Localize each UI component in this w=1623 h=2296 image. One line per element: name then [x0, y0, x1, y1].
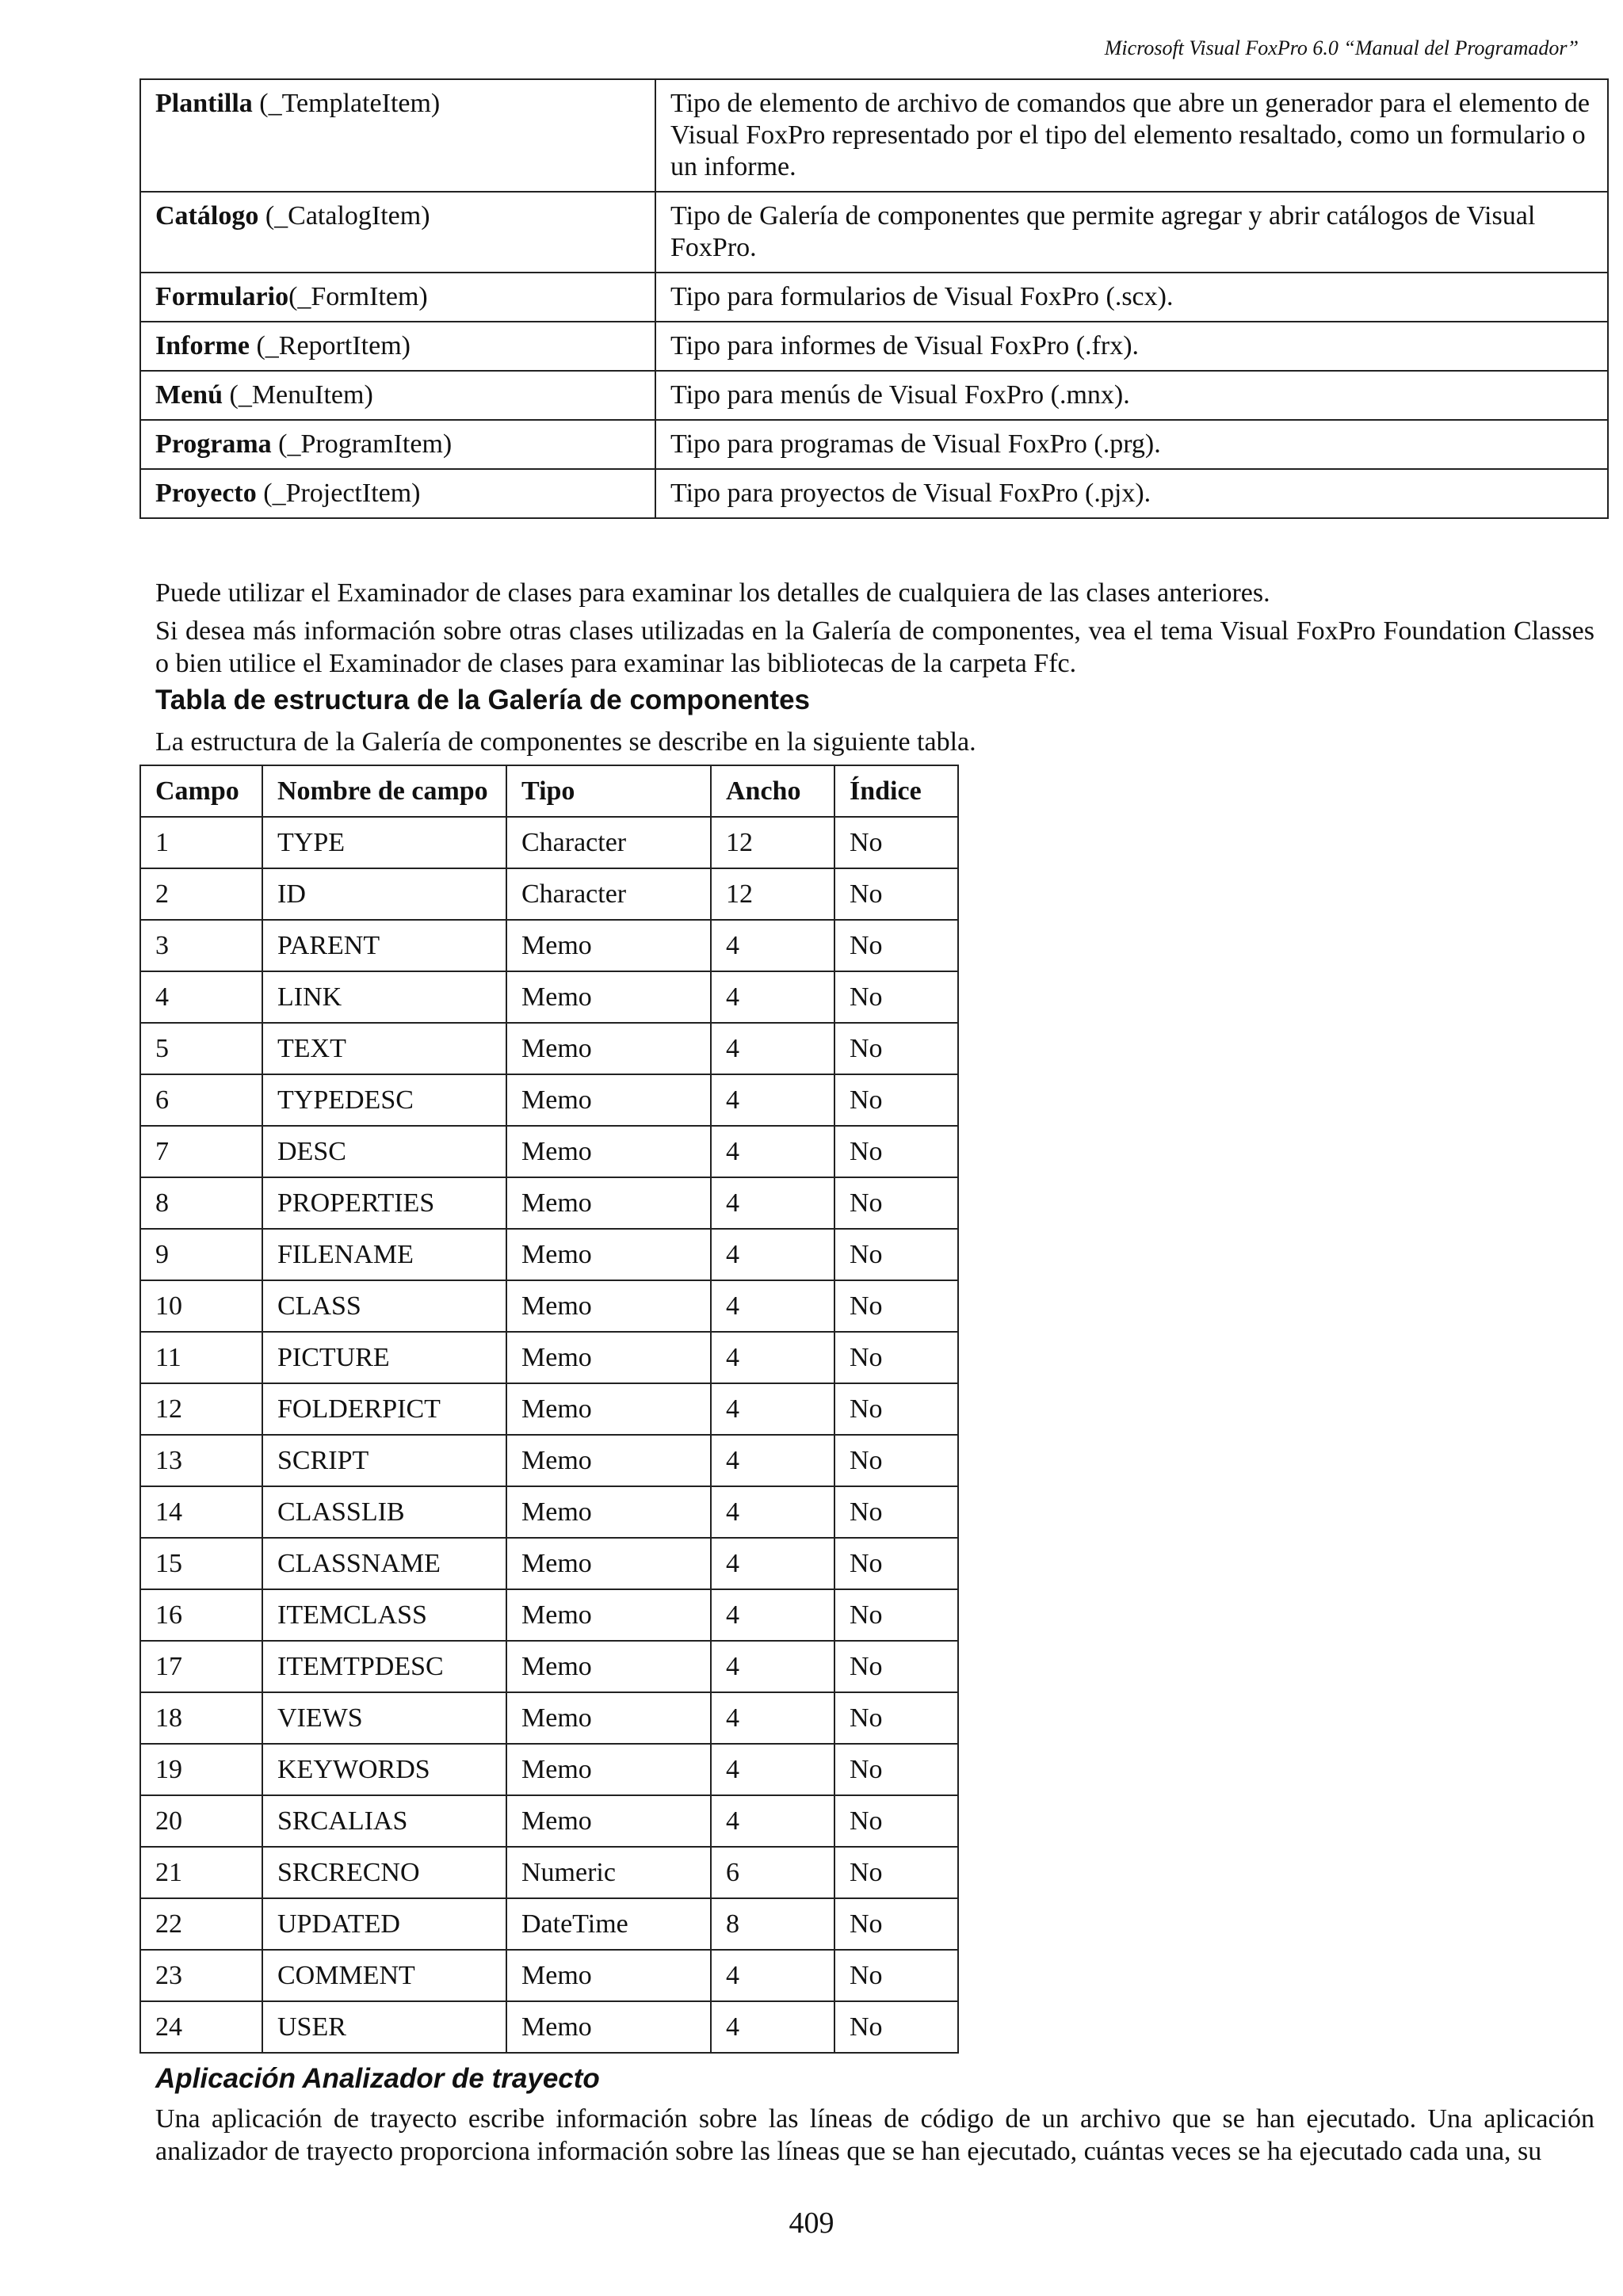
type-cell: Memo	[506, 920, 711, 971]
field-number-cell: 15	[140, 1538, 262, 1589]
field-name-cell: KEYWORDS	[262, 1744, 506, 1795]
item-types-body	[140, 79, 1608, 518]
table-row	[140, 1795, 958, 1847]
index-cell: No	[834, 1126, 958, 1177]
field-name-header: Nombre de campo	[262, 765, 506, 817]
type-cell: Memo	[506, 1641, 711, 1692]
field-number-cell: 9	[140, 1229, 262, 1280]
table-row	[140, 817, 958, 868]
item-type-name: Proyecto	[155, 479, 257, 508]
index-cell: No	[834, 1435, 958, 1486]
index-cell: No	[834, 1332, 958, 1383]
width-cell: 4	[711, 1744, 834, 1795]
field-name-cell: TEXT	[262, 1023, 506, 1074]
type-cell: Memo	[506, 1074, 711, 1126]
paragraph-structure-intro: La estructura de la Galería de componentes se describe en la siguiente tabla.	[155, 727, 976, 757]
item-type-name-cell	[140, 469, 655, 518]
index-cell: No	[834, 1280, 958, 1332]
field-name-cell: DESC	[262, 1126, 506, 1177]
width-cell: 4	[711, 1641, 834, 1692]
type-cell: Character	[506, 868, 711, 920]
structure-table	[139, 765, 959, 2054]
table-row	[140, 1074, 958, 1126]
field-name-cell: PROPERTIES	[262, 1177, 506, 1229]
item-type-description: Tipo de Galería de componentes que permite agregar y abrir catálogos de Visual FoxPro.	[655, 192, 1608, 273]
item-type-name-cell	[140, 420, 655, 469]
field-name-cell: FOLDERPICT	[262, 1383, 506, 1435]
index-cell: No	[834, 971, 958, 1023]
type-cell: Memo	[506, 1332, 711, 1383]
field-number-cell: 23	[140, 1950, 262, 2001]
width-cell: 4	[711, 1229, 834, 1280]
field-number-cell: 2	[140, 868, 262, 920]
item-type-code: (_TemplateItem)	[252, 89, 441, 118]
width-cell: 4	[711, 1074, 834, 1126]
width-cell: 6	[711, 1847, 834, 1898]
item-type-description: Tipo para menús de Visual FoxPro (.mnx).	[655, 371, 1608, 420]
section-heading-structure: Tabla de estructura de la Galería de componentes	[155, 685, 811, 715]
table-row	[140, 1589, 958, 1641]
field-number-cell: 6	[140, 1074, 262, 1126]
field-number-cell: 14	[140, 1486, 262, 1538]
item-type-code: (_FormItem)	[288, 282, 428, 311]
field-name-cell: ITEMCLASS	[262, 1589, 506, 1641]
item-type-description: Tipo para programas de Visual FoxPro (.prg).	[655, 420, 1608, 469]
field-number-cell: 13	[140, 1435, 262, 1486]
type-cell: Memo	[506, 1177, 711, 1229]
field-number-cell: 17	[140, 1641, 262, 1692]
field-number-cell: 8	[140, 1177, 262, 1229]
item-type-name: Plantilla	[155, 89, 253, 118]
field-number-cell: 22	[140, 1898, 262, 1950]
field-number-cell: 5	[140, 1023, 262, 1074]
table-row	[140, 1435, 958, 1486]
index-cell: No	[834, 1229, 958, 1280]
width-cell: 4	[711, 920, 834, 971]
table-row	[140, 1177, 958, 1229]
field-name-cell: ITEMTPDESC	[262, 1641, 506, 1692]
table-row	[140, 1023, 958, 1074]
index-header: Índice	[834, 765, 958, 817]
type-cell: Memo	[506, 2001, 711, 2053]
field-name-cell: LINK	[262, 971, 506, 1023]
index-cell: No	[834, 1692, 958, 1744]
item-type-code: (_ProgramItem)	[271, 429, 453, 459]
paragraph-more-info: Si desea más información sobre otras clases utilizadas en la Galería de componentes, vea el tema Visual FoxPro Foundation Classes o bien utilice el Examinador de clases para examinar las bibliotecas de la carpeta Ffc.	[155, 616, 1594, 678]
type-cell: Numeric	[506, 1847, 711, 1898]
type-cell: Memo	[506, 1744, 711, 1795]
item-type-name-cell	[140, 371, 655, 420]
table-row	[140, 1486, 958, 1538]
item-type-code: (_ProjectItem)	[256, 479, 421, 508]
width-cell: 8	[711, 1898, 834, 1950]
type-cell: Memo	[506, 1126, 711, 1177]
item-types-table	[139, 78, 1609, 519]
index-cell: No	[834, 1641, 958, 1692]
table-row	[140, 1280, 958, 1332]
field-name-cell: TYPE	[262, 817, 506, 868]
field-number-cell: 10	[140, 1280, 262, 1332]
item-type-row	[140, 79, 1608, 192]
field-number-cell: 20	[140, 1795, 262, 1847]
field-name-cell: COMMENT	[262, 1950, 506, 2001]
field-name-cell: USER	[262, 2001, 506, 2053]
item-type-description: Tipo para formularios de Visual FoxPro (.scx).	[655, 273, 1608, 322]
type-cell: Memo	[506, 1435, 711, 1486]
type-cell: Memo	[506, 1589, 711, 1641]
field-number-cell: 19	[140, 1744, 262, 1795]
field-name-cell: SCRIPT	[262, 1435, 506, 1486]
page-number: 409	[789, 2206, 834, 2240]
index-cell: No	[834, 1950, 958, 2001]
type-cell: Memo	[506, 1383, 711, 1435]
type-cell: Memo	[506, 1692, 711, 1744]
section-heading-coverage: Aplicación Analizador de trayecto	[155, 2063, 600, 2094]
table-row	[140, 1641, 958, 1692]
table-row	[140, 971, 958, 1023]
index-cell: No	[834, 1847, 958, 1898]
field-number-cell: 12	[140, 1383, 262, 1435]
type-cell: Memo	[506, 971, 711, 1023]
item-type-name-cell	[140, 192, 655, 273]
width-cell: 4	[711, 1177, 834, 1229]
width-cell: 12	[711, 817, 834, 868]
table-row	[140, 1538, 958, 1589]
table-row	[140, 1692, 958, 1744]
table-row	[140, 1126, 958, 1177]
type-cell: Memo	[506, 1229, 711, 1280]
type-cell: Memo	[506, 1950, 711, 2001]
type-cell: Character	[506, 817, 711, 868]
type-cell: Memo	[506, 1538, 711, 1589]
field-name-cell: CLASSLIB	[262, 1486, 506, 1538]
table-row	[140, 1383, 958, 1435]
field-number-cell: 1	[140, 817, 262, 868]
index-cell: No	[834, 1744, 958, 1795]
field-name-cell: CLASSNAME	[262, 1538, 506, 1589]
table-row	[140, 1847, 958, 1898]
width-cell: 4	[711, 1023, 834, 1074]
item-type-row	[140, 192, 1608, 273]
table-row	[140, 868, 958, 920]
index-cell: No	[834, 1795, 958, 1847]
table-row	[140, 1229, 958, 1280]
item-type-code: (_CatalogItem)	[258, 201, 430, 231]
index-cell: No	[834, 1383, 958, 1435]
field-name-cell: PICTURE	[262, 1332, 506, 1383]
field-number-cell: 11	[140, 1332, 262, 1383]
width-cell: 4	[711, 2001, 834, 2053]
table-row	[140, 1950, 958, 2001]
item-type-name-cell	[140, 273, 655, 322]
table-row	[140, 1898, 958, 1950]
field-name-cell: ID	[262, 868, 506, 920]
field-number-cell: 24	[140, 2001, 262, 2053]
index-cell: No	[834, 920, 958, 971]
table-row	[140, 920, 958, 971]
width-header: Ancho	[711, 765, 834, 817]
index-cell: No	[834, 1177, 958, 1229]
field-number-cell: 16	[140, 1589, 262, 1641]
type-cell: DateTime	[506, 1898, 711, 1950]
type-header: Tipo	[506, 765, 711, 817]
structure-table-header	[140, 765, 958, 817]
width-cell: 4	[711, 1332, 834, 1383]
item-type-name-cell	[140, 79, 655, 192]
item-type-row	[140, 273, 1608, 322]
table-row	[140, 1744, 958, 1795]
width-cell: 4	[711, 1795, 834, 1847]
item-type-row	[140, 420, 1608, 469]
width-cell: 4	[711, 1538, 834, 1589]
field-number-cell: 3	[140, 920, 262, 971]
index-cell: No	[834, 1074, 958, 1126]
item-type-description: Tipo para informes de Visual FoxPro (.frx).	[655, 322, 1608, 371]
field-number-cell: 4	[140, 971, 262, 1023]
type-cell: Memo	[506, 1280, 711, 1332]
table-row	[140, 1332, 958, 1383]
field-name-cell: UPDATED	[262, 1898, 506, 1950]
field-name-cell: SRCRECNO	[262, 1847, 506, 1898]
field-name-cell: SRCALIAS	[262, 1795, 506, 1847]
item-type-code: (_ReportItem)	[249, 331, 411, 360]
width-cell: 4	[711, 1486, 834, 1538]
field-name-cell: CLASS	[262, 1280, 506, 1332]
width-cell: 12	[711, 868, 834, 920]
index-cell: No	[834, 1023, 958, 1074]
width-cell: 4	[711, 1435, 834, 1486]
index-cell: No	[834, 868, 958, 920]
field-number-header: Campo	[140, 765, 262, 817]
paragraph-class-browser: Puede utilizar el Examinador de clases para examinar los detalles de cualquiera de las clases anteriores.	[155, 578, 1270, 608]
paragraph-coverage: Una aplicación de trayecto escribe información sobre las líneas de código de un archivo que se han ejecutado. Una aplicación analizador de trayecto proporciona información sobre las líneas que se han ejecutado, cuántas veces se ha ejecutado cada una, su	[155, 2104, 1594, 2166]
width-cell: 4	[711, 1950, 834, 2001]
width-cell: 4	[711, 971, 834, 1023]
item-type-name: Menú	[155, 380, 223, 410]
item-type-row	[140, 469, 1608, 518]
item-type-name: Programa	[155, 429, 272, 459]
field-number-cell: 7	[140, 1126, 262, 1177]
item-type-description: Tipo de elemento de archivo de comandos que abre un generador para el elemento de Visual FoxPro representado por el tipo del elemento resaltado, como un formulario o un informe.	[655, 79, 1608, 192]
item-type-code: (_MenuItem)	[223, 380, 373, 410]
index-cell: No	[834, 1898, 958, 1950]
structure-table-body	[140, 817, 958, 2053]
item-type-name: Catálogo	[155, 201, 259, 231]
index-cell: No	[834, 1486, 958, 1538]
item-type-name-cell	[140, 322, 655, 371]
item-type-row	[140, 371, 1608, 420]
field-name-cell: FILENAME	[262, 1229, 506, 1280]
type-cell: Memo	[506, 1486, 711, 1538]
field-number-cell: 18	[140, 1692, 262, 1744]
field-name-cell: VIEWS	[262, 1692, 506, 1744]
item-type-name: Formulario	[155, 282, 289, 311]
table-row	[140, 2001, 958, 2053]
width-cell: 4	[711, 1280, 834, 1332]
index-cell: No	[834, 1589, 958, 1641]
index-cell: No	[834, 2001, 958, 2053]
item-type-description: Tipo para proyectos de Visual FoxPro (.pjx).	[655, 469, 1608, 518]
width-cell: 4	[711, 1126, 834, 1177]
index-cell: No	[834, 817, 958, 868]
item-type-row	[140, 322, 1608, 371]
field-name-cell: TYPEDESC	[262, 1074, 506, 1126]
field-name-cell: PARENT	[262, 920, 506, 971]
width-cell: 4	[711, 1589, 834, 1641]
running-header: Microsoft Visual FoxPro 6.0 “Manual del Programador”	[1104, 36, 1579, 59]
item-type-name: Informe	[155, 331, 250, 360]
index-cell: No	[834, 1538, 958, 1589]
width-cell: 4	[711, 1383, 834, 1435]
type-cell: Memo	[506, 1023, 711, 1074]
type-cell: Memo	[506, 1795, 711, 1847]
field-number-cell: 21	[140, 1847, 262, 1898]
width-cell: 4	[711, 1692, 834, 1744]
